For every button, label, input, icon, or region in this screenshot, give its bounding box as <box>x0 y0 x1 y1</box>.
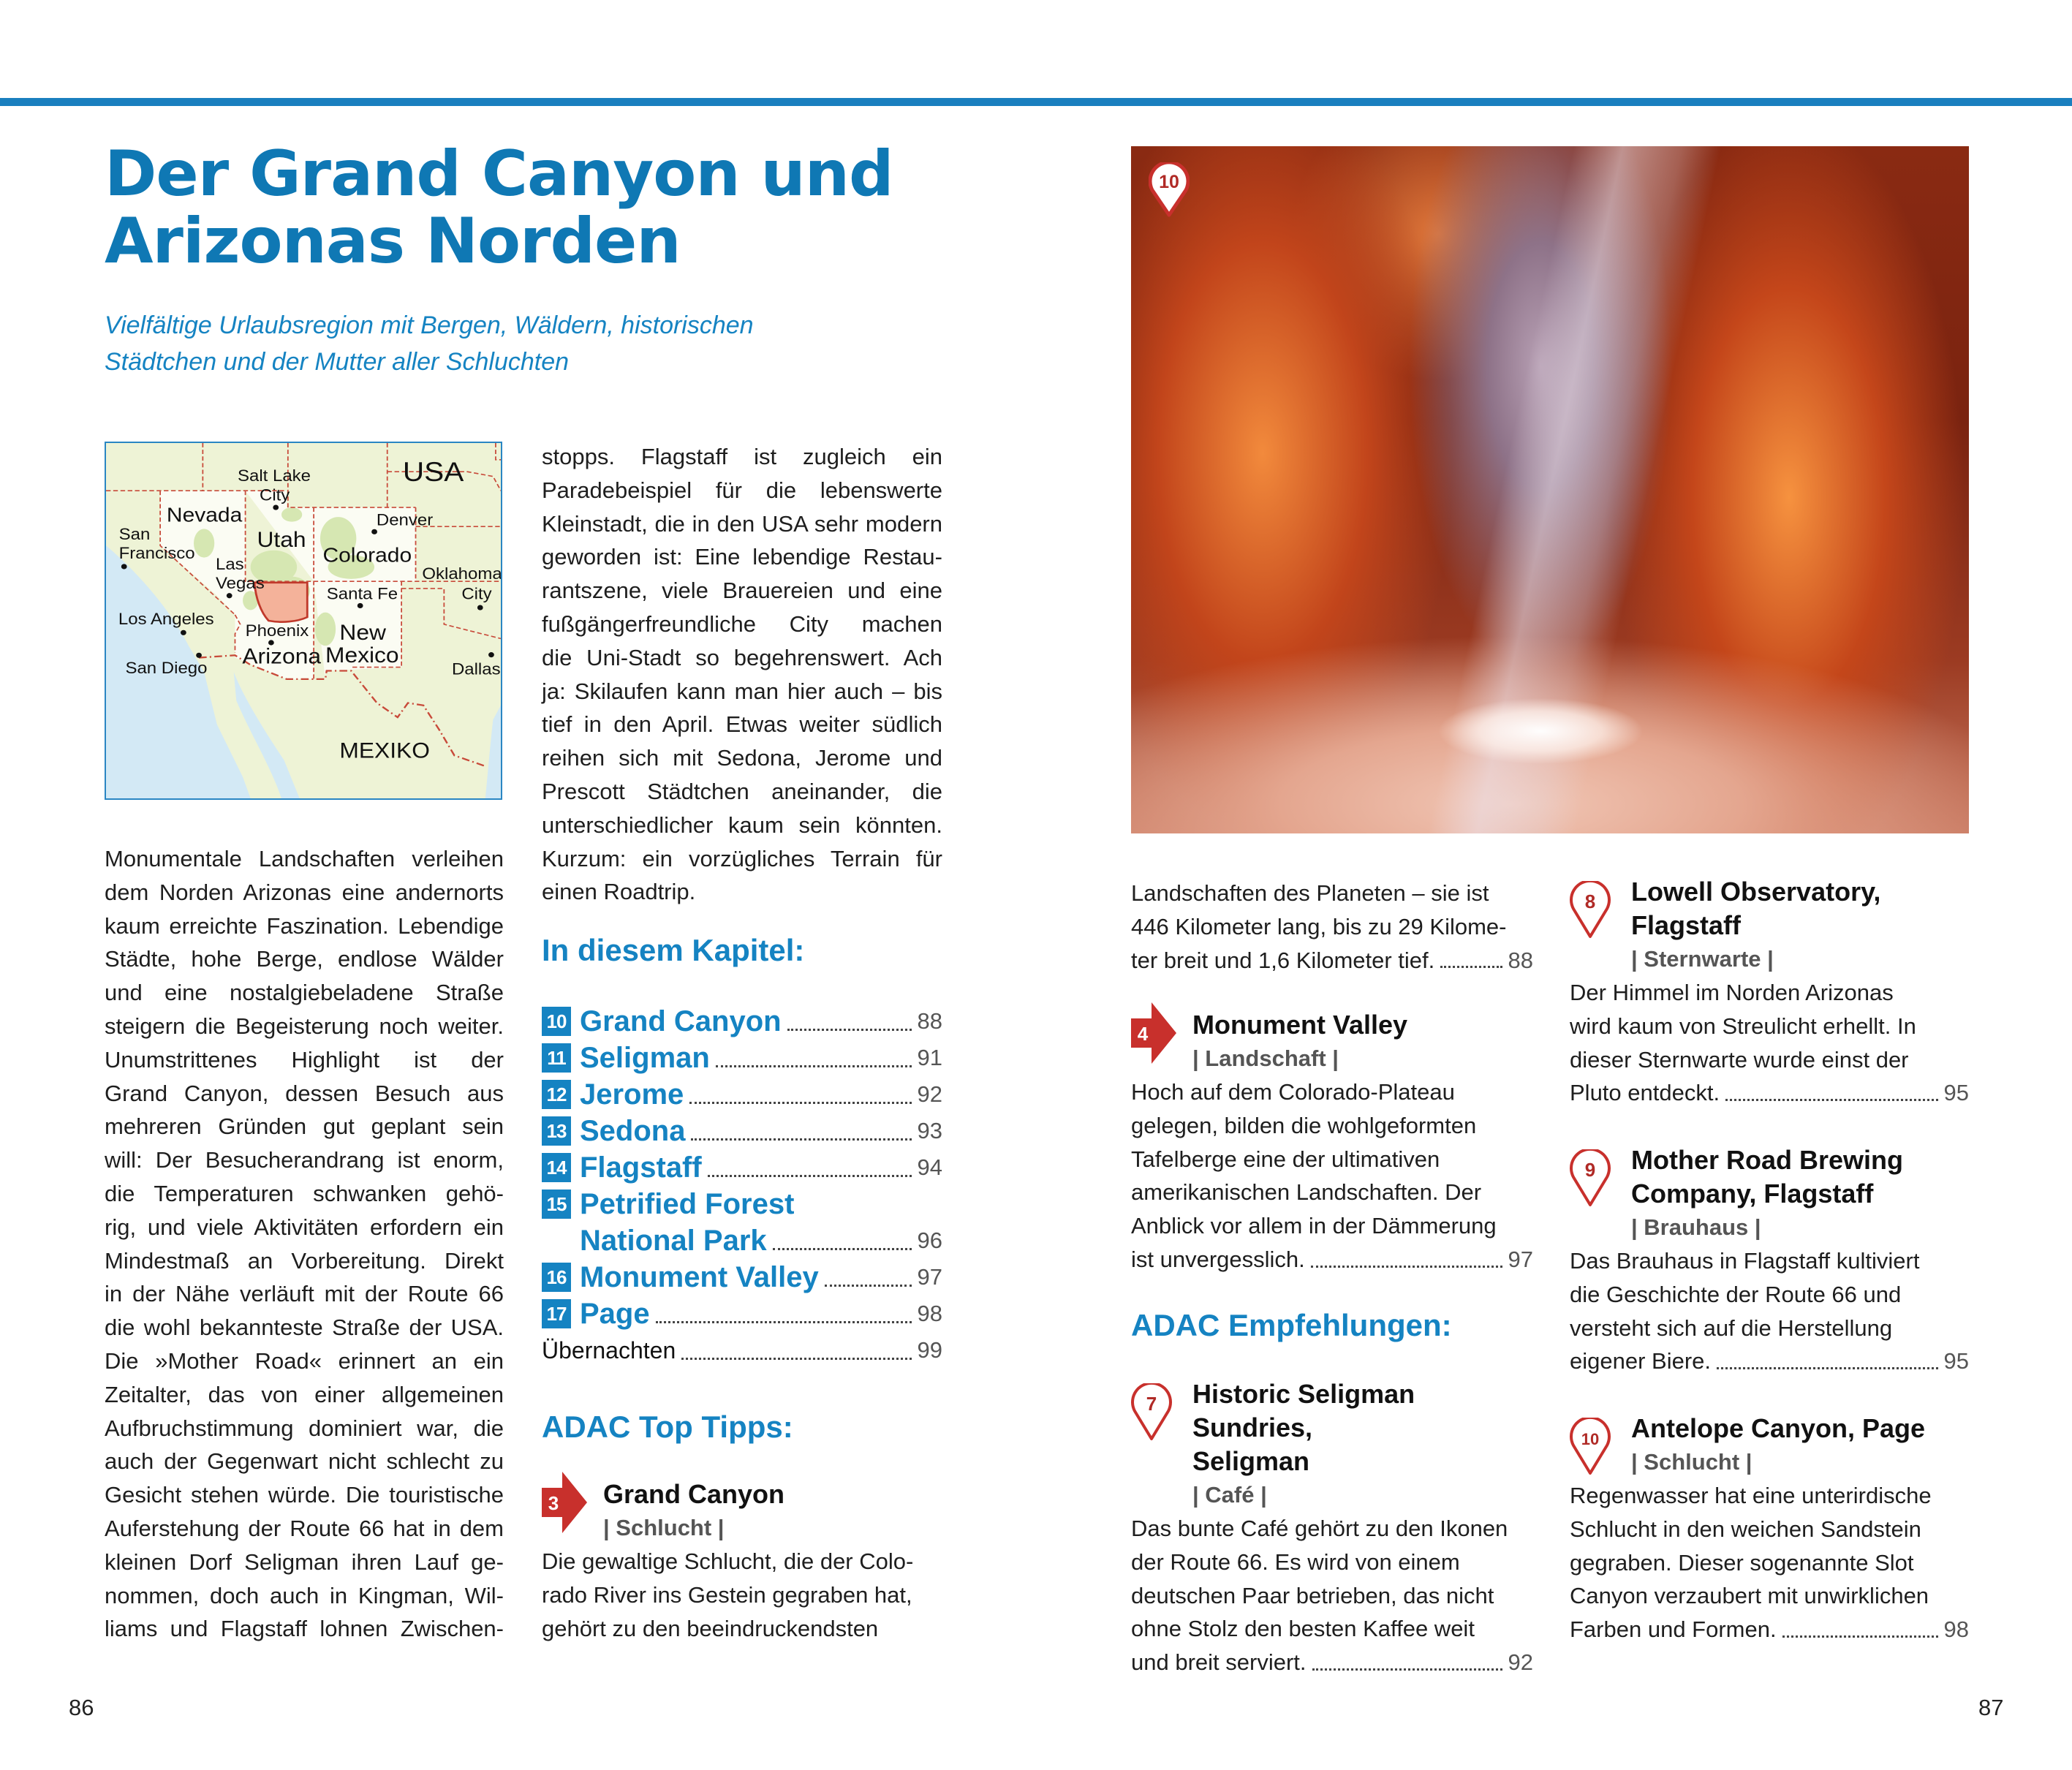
entry-category: | Schlucht | <box>603 1515 725 1540</box>
toc-label: Übernachten <box>542 1336 676 1364</box>
text-line: fußgängerfreundliche City machen <box>542 610 942 637</box>
entry-title: Company, Flagstaff <box>1631 1179 1874 1209</box>
dotted-leader <box>787 1029 912 1031</box>
chapter-heading: In diesem Kapitel: <box>542 933 805 967</box>
page-reference: 98 <box>1943 1616 1969 1643</box>
entry-description <box>1570 976 1969 1110</box>
text-line: gelegen, bilden die wohlgeformten <box>1131 1112 1477 1138</box>
entry-title: Grand Canyon <box>603 1479 785 1509</box>
dotted-leader <box>1782 1635 1938 1638</box>
text-line: kaum erreichte Faszination. Lebendige <box>105 912 504 939</box>
text-line: in der Nähe verläuft mit der Route 66 <box>105 1281 504 1307</box>
text-line: versteht sich auf die Herstellung <box>1570 1315 1893 1341</box>
map-label: San Diego <box>125 658 208 677</box>
leader-line <box>1570 1613 1969 1646</box>
title-line: Arizonas Norden <box>105 205 681 278</box>
text-line: nommen, doch auch in Kingman, Wil- <box>105 1582 504 1608</box>
text-line: gehört zu den beeindruckendsten <box>542 1615 879 1641</box>
text-line: Auferstehung der Route 66 hat in dem <box>105 1515 504 1541</box>
text-line: einen Roadtrip. <box>542 879 696 905</box>
marker-number: 8 <box>1584 890 1596 912</box>
text-line: steigern die Begeisterung noch weiter. <box>105 1013 504 1039</box>
map-label: Mexico <box>325 643 399 667</box>
text-line: Gesicht stehen würde. Die touristische <box>105 1482 504 1508</box>
map-pin-icon <box>1149 162 1190 218</box>
toc-item[interactable] <box>542 1186 942 1222</box>
map-label: City <box>461 584 492 603</box>
toc-item-continued[interactable] <box>542 1222 942 1259</box>
toc-label: Flagstaff <box>580 1151 702 1184</box>
chapter-number-badge: 10 <box>542 1007 571 1036</box>
text-line: Prescott Städtchen aneinander, die <box>542 778 942 804</box>
dotted-leader <box>1440 966 1502 968</box>
toc-label: Seligman <box>580 1041 710 1074</box>
recommendations-heading: ADAC Empfehlungen: <box>1131 1308 1452 1342</box>
leader-line <box>1570 1076 1969 1110</box>
map-label: Nevada <box>166 504 243 527</box>
leader-line <box>1131 1243 1533 1277</box>
toc-label: Grand Canyon <box>580 1005 782 1037</box>
toc-label: National Park <box>580 1224 767 1257</box>
map-label: Denver <box>376 510 434 529</box>
dotted-leader <box>1311 1266 1502 1268</box>
dotted-leader <box>708 1175 912 1177</box>
text-line: Das bunte Café gehört zu den Ikonen <box>1131 1516 1508 1541</box>
text-line: Tafelberge eine der ultimativen <box>1131 1146 1440 1172</box>
entry-description <box>1570 1479 1969 1646</box>
text-line: Paradebeispiel für die lebenswerte <box>542 477 942 503</box>
text-line: rig, und viele Aktivitäten erfordern ein <box>105 1214 504 1240</box>
top-tip-arrow-icon <box>1131 1002 1176 1064</box>
chapter-number-badge: 13 <box>542 1116 571 1146</box>
toc-label: Petrified Forest <box>580 1187 795 1220</box>
text-line: dieser Sternwarte wurde einst der <box>1570 1046 1909 1073</box>
page-reference: 97 <box>917 1264 942 1290</box>
text-line: rantszene, viele Brauereien und eine <box>542 578 942 604</box>
dotted-leader <box>681 1358 911 1360</box>
text-line: die wohl bekannteste Straße der USA. <box>105 1315 504 1341</box>
text-line: Die gewaltige Schlucht, die der Colo- <box>542 1548 914 1574</box>
dotted-leader <box>656 1321 912 1323</box>
text-line: der Route 66. Es wird von einem <box>1131 1548 1460 1575</box>
toc-item[interactable] <box>542 1296 942 1332</box>
intro-text-middle <box>542 440 942 909</box>
text-line: Das Brauhaus in Flagstaff kultiviert <box>1570 1248 1920 1274</box>
chapter-number-badge: 17 <box>542 1299 571 1328</box>
text-line: gegraben. Dieser sogenannte Slot <box>1570 1549 1914 1576</box>
pin-number: 10 <box>1159 172 1179 192</box>
entry-category: | Schlucht | <box>1631 1449 1752 1475</box>
recommendation-lowell-observatory[interactable] <box>1570 875 1969 1110</box>
text-line: unterschiedlicher kaum sein könnten. <box>542 812 942 838</box>
map-label: Salt Lake <box>238 466 311 485</box>
page-number-left: 86 <box>69 1695 94 1720</box>
map-label: Los Angeles <box>118 609 214 628</box>
map-label: Santa Fe <box>326 584 398 603</box>
text-line: reihen sich mit Sedona, Jerome und <box>542 745 942 771</box>
entry-title: Seligman <box>1192 1446 1310 1476</box>
text-line: will: Der Besucherandrang ist enorm, <box>105 1147 504 1173</box>
chapter-number-badge: 15 <box>542 1190 571 1219</box>
text-line: Regenwasser hat eine unterirdische <box>1570 1483 1932 1508</box>
text-line: dem Norden Arizonas eine andernorts <box>105 879 504 905</box>
text-line: liams und Flagstaff lohnen Zwischen- <box>105 1616 504 1642</box>
toc-label: Jerome <box>580 1078 684 1111</box>
text-line: Canyon verzaubert mit unwirklichen <box>1570 1583 1929 1609</box>
map-label: Las <box>216 554 244 573</box>
dotted-leader <box>1312 1668 1502 1671</box>
recommendation-antelope-canyon[interactable] <box>1570 1412 1969 1646</box>
chapter-toc <box>542 1003 942 1369</box>
text-line: geworden ist: Eine lebendige Restau- <box>542 544 942 570</box>
top-tips-heading: ADAC Top Tipps: <box>542 1410 793 1444</box>
page-subtitle <box>105 307 754 380</box>
page-reference: 93 <box>917 1118 942 1143</box>
marker-number: 7 <box>1146 1393 1157 1415</box>
page-reference: 95 <box>1943 1080 1969 1106</box>
entry-description <box>1131 1512 1533 1679</box>
page-reference: 99 <box>917 1337 942 1363</box>
entry-title: Historic Seligman Sundries, <box>1192 1379 1415 1442</box>
text-line: rado River ins Gestein gegraben hat, <box>542 1581 912 1608</box>
text-line: Farben und Formen. <box>1570 1616 1777 1643</box>
leader-line <box>1131 1646 1533 1679</box>
marker-number: 10 <box>1581 1430 1600 1448</box>
map-label: Colorado <box>322 544 412 567</box>
marker-number: 9 <box>1584 1159 1596 1181</box>
text-line: eigener Biere. <box>1570 1348 1712 1374</box>
entry-description <box>542 1545 942 1645</box>
page-reference: 92 <box>917 1081 942 1107</box>
recommendation-seligman-sundries[interactable] <box>1131 1377 1533 1679</box>
top-tip-arrow-icon <box>542 1472 587 1533</box>
text-line: Kleinstadt, die in den USA sehr modern <box>542 510 942 537</box>
marker-number: 3 <box>548 1492 559 1514</box>
map-label: Dallas <box>451 659 501 678</box>
toc-item[interactable] <box>542 1003 942 1040</box>
text-line: ohne Stolz den besten Kaffee weit <box>1131 1616 1475 1642</box>
text-line: Schlucht in den weichen Sandstein <box>1570 1516 1921 1542</box>
text-line: und eine nostalgiebeladene Straße <box>105 980 504 1006</box>
text-line: Der Himmel im Norden Arizonas <box>1570 980 1894 1005</box>
text-line: die Geschichte der Route 66 und <box>1570 1281 1902 1307</box>
recommendation-mother-road-brewing[interactable] <box>1570 1143 1969 1378</box>
top-tip-grand-canyon-continued <box>1131 877 1533 977</box>
text-line: Städte, hohe Berge, endlose Wälder <box>105 946 504 972</box>
text-line: Grand Canyon, dessen Besuch aus <box>105 1080 504 1106</box>
text-line: Zeitalter, das von einer allgemeinen <box>105 1381 504 1407</box>
map-label: Arizona <box>242 644 322 669</box>
text-line: Mindestmaß an Vorbereitung. Direkt <box>105 1247 504 1274</box>
title-line: Der Grand Canyon und <box>105 137 893 211</box>
map-pin-icon <box>1570 1149 1611 1208</box>
map-pin-icon <box>1131 1383 1172 1442</box>
map-pin-icon <box>1570 1418 1611 1476</box>
toc-label: Page <box>580 1297 650 1330</box>
entry-category: | Café | <box>1192 1482 1267 1508</box>
marker-number: 4 <box>1137 1023 1149 1045</box>
page-title <box>105 137 893 278</box>
toc-item-overnight[interactable] <box>542 1332 942 1369</box>
text-line: Aufbruchstimmung dominiert war, die <box>105 1415 504 1441</box>
text-line: die Temperaturen schwanken gehö- <box>105 1180 504 1206</box>
toc-item[interactable] <box>542 1149 942 1186</box>
text-line: stopps. Flagstaff ist zugleich ein <box>542 444 942 469</box>
page-reference: 88 <box>917 1008 942 1034</box>
leader-line <box>1570 1344 1969 1378</box>
dotted-leader <box>825 1285 912 1287</box>
text-line: Die »Mother Road« erinnert an ein <box>105 1347 504 1374</box>
toc-item[interactable] <box>542 1040 942 1076</box>
map-label: New <box>339 621 386 645</box>
page-reference: 91 <box>917 1045 942 1070</box>
page-reference: 94 <box>917 1154 942 1180</box>
text-line: und breit serviert. <box>1131 1649 1307 1676</box>
entry-category: | Brauhaus | <box>1631 1214 1761 1240</box>
text-line: Kurzum: ein vorzügliches Terrain für <box>542 845 942 871</box>
entry-title: Flagstaff <box>1631 910 1742 940</box>
entry-title: Monument Valley <box>1192 1010 1408 1040</box>
subtitle-line: Städtchen und der Mutter aller Schluchten <box>105 348 570 376</box>
text-line: die Uni-Stadt so begehrenswert. Ach <box>542 644 942 670</box>
text-line: ter breit und 1,6 Kilometer tief. <box>1131 947 1435 973</box>
toc-item[interactable] <box>542 1076 942 1113</box>
dotted-leader <box>773 1248 912 1250</box>
entry-title: Lowell Observatory, <box>1631 877 1881 907</box>
text-line: Hoch auf dem Colorado-Plateau <box>1131 1079 1455 1105</box>
entry-title: Antelope Canyon, Page <box>1631 1413 1926 1443</box>
dotted-leader <box>689 1102 911 1104</box>
text-line: Landschaften des Planeten – sie ist <box>1131 880 1489 906</box>
page-reference: 98 <box>917 1301 942 1326</box>
map-label: Francisco <box>118 544 195 562</box>
map-pin-icon <box>1570 881 1611 939</box>
subtitle-line: Vielfältige Urlaubsregion mit Bergen, Wäldern, historischen <box>105 311 754 339</box>
text-line: amerikanischen Landschaften. Der <box>1131 1179 1482 1206</box>
chapter-number-badge: 16 <box>542 1263 571 1292</box>
map-label: Vegas <box>216 573 265 592</box>
dotted-leader <box>691 1138 911 1141</box>
top-tip-grand-canyon[interactable] <box>542 1478 942 1645</box>
page-reference: 96 <box>917 1228 942 1253</box>
chapter-number-badge: 11 <box>542 1043 571 1073</box>
leader-line <box>1131 944 1533 977</box>
map-label-mexico: MEXIKO <box>339 738 430 763</box>
toc-item[interactable] <box>542 1113 942 1149</box>
chapter-number-badge: 14 <box>542 1153 571 1182</box>
text-line: 446 Kilometer lang, bis zu 29 Kilome- <box>1131 913 1507 939</box>
text-line: mehreren Gründen gut geplant sein <box>105 1113 504 1140</box>
map-label: Phoenix <box>245 621 309 640</box>
text-line: ist unvergesslich. <box>1131 1246 1305 1272</box>
map-label: San <box>118 524 151 543</box>
entry-category: | Sternwarte | <box>1631 946 1774 972</box>
page-reference: 92 <box>1508 1649 1533 1676</box>
intro-text-left <box>105 842 504 1646</box>
top-tip-monument-valley[interactable] <box>1131 1008 1533 1277</box>
map-label: Oklahoma <box>422 564 501 583</box>
dotted-leader <box>1725 1099 1937 1101</box>
dotted-leader <box>716 1065 912 1067</box>
text-line: kleinen Dorf Seligman ihren Lauf ge- <box>105 1548 504 1575</box>
map-label: City <box>260 485 290 504</box>
text-line: deutschen Paar betrieben, das nicht <box>1131 1582 1494 1608</box>
chapter-number-badge: 12 <box>542 1080 571 1109</box>
toc-label: Monument Valley <box>580 1260 819 1293</box>
map-label-usa: USA <box>402 457 464 488</box>
text-line: Unumstrittenes Highlight ist der <box>105 1046 504 1073</box>
text-line: Pluto entdeckt. <box>1570 1080 1720 1106</box>
text-line: tief in den April. Etwas weiter südlich <box>542 711 942 738</box>
entry-title: Mother Road Brewing <box>1631 1145 1904 1175</box>
page-reference: 95 <box>1943 1348 1969 1374</box>
toc-item[interactable] <box>542 1259 942 1296</box>
antelope-canyon-photo <box>1131 146 1969 833</box>
map-label: Utah <box>257 527 306 552</box>
region-map <box>105 442 502 800</box>
dotted-leader <box>1717 1367 1938 1369</box>
entry-description <box>1570 1244 1969 1378</box>
text-line: ja: Skilaufen kann man hier auch – bis <box>542 678 942 704</box>
text-line: Anblick vor allem in der Dämmerung <box>1131 1213 1497 1239</box>
page-number-right: 87 <box>1978 1695 2004 1720</box>
toc-label: Sedona <box>580 1114 686 1147</box>
text-line: Monumentale Landschaften verleihen <box>105 846 504 871</box>
header-rule <box>0 98 2072 106</box>
text-line: auch der Gegenwart nicht schlecht zu <box>105 1448 504 1475</box>
entry-description <box>1131 1075 1533 1277</box>
entry-category: | Landschaft | <box>1192 1045 1339 1071</box>
text-line: wird kaum von Streulicht erhellt. In <box>1570 1013 1916 1039</box>
page-reference: 97 <box>1508 1246 1533 1272</box>
page-reference: 88 <box>1508 947 1533 973</box>
